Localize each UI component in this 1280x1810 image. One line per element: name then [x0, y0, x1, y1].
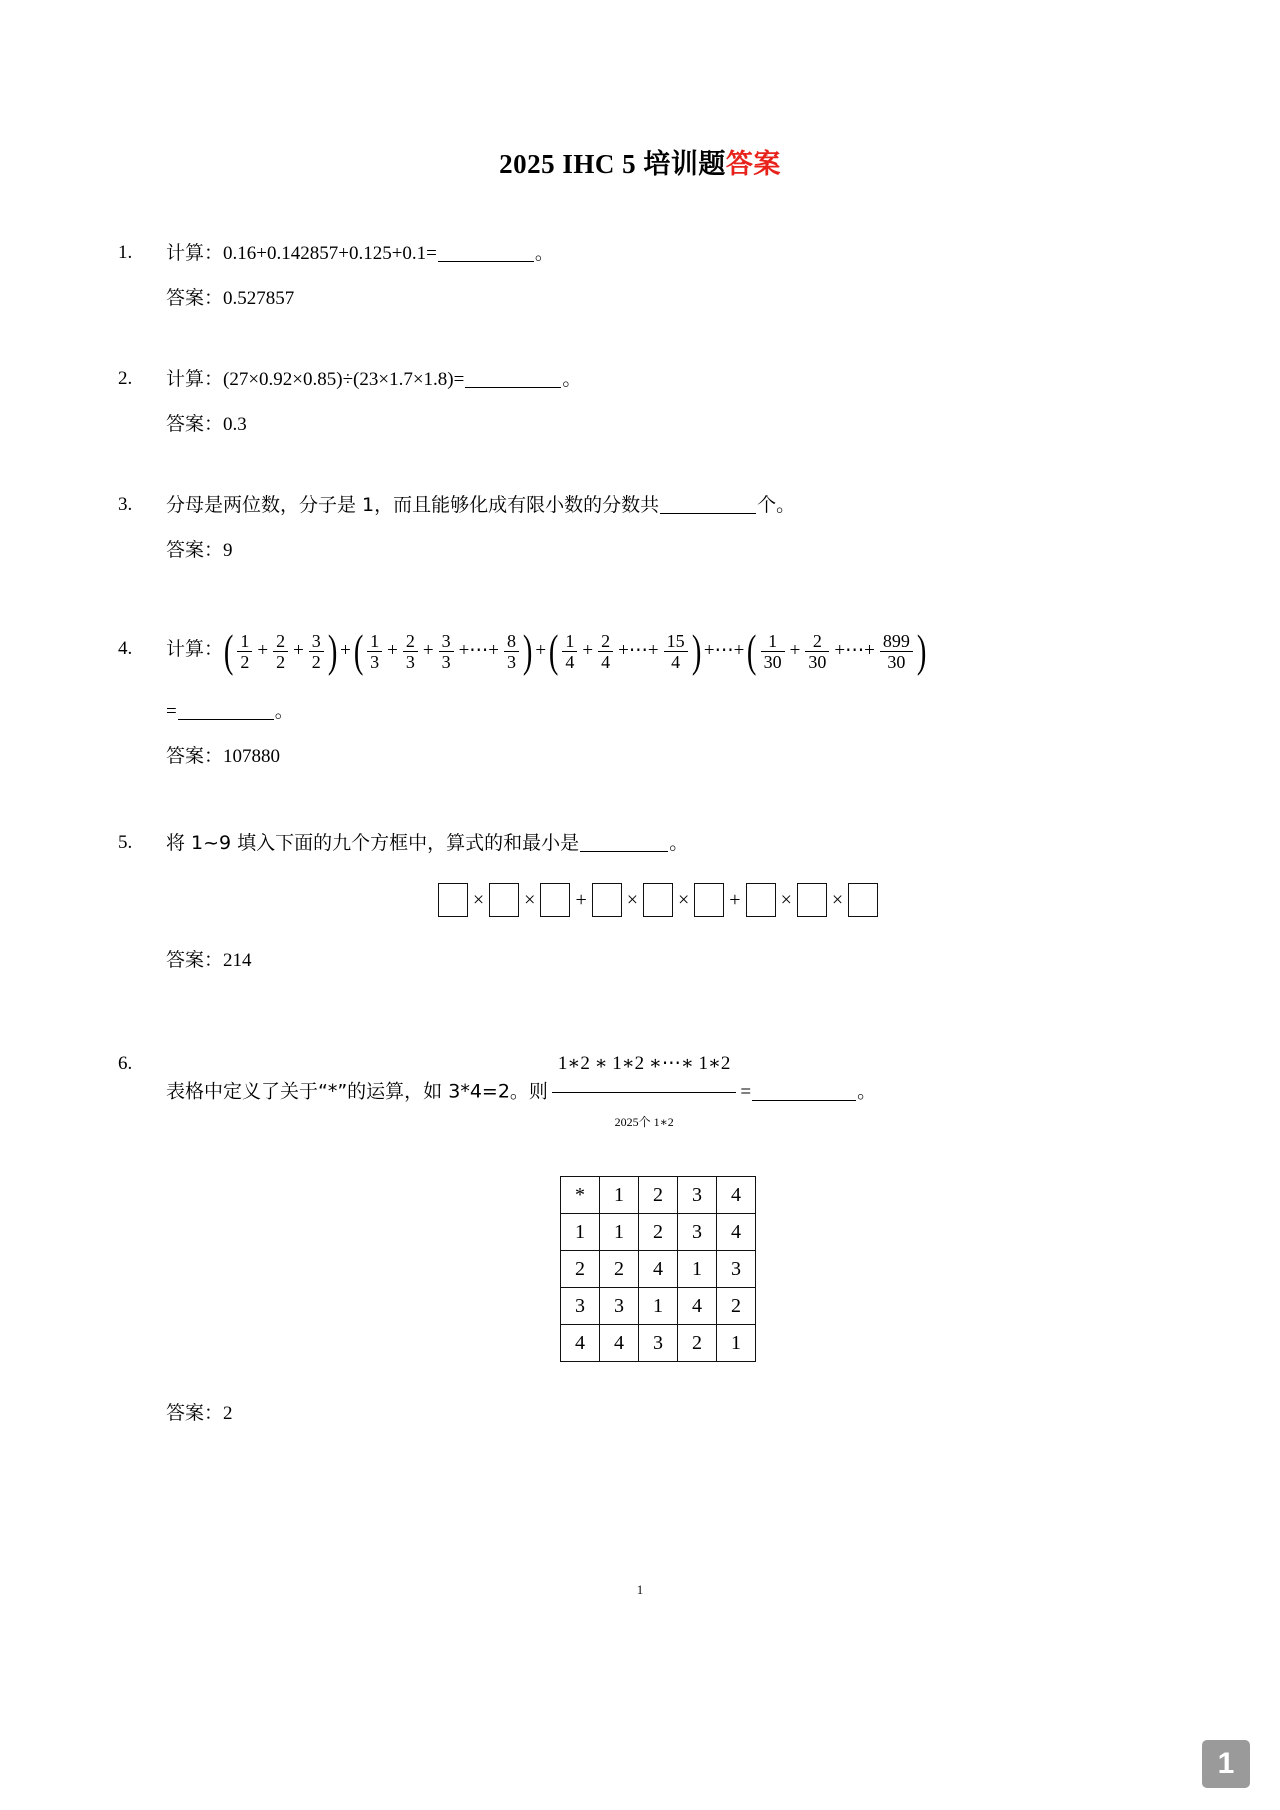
- fraction-group: [548, 616, 702, 687]
- equals-sign-4: =: [166, 701, 177, 723]
- fraction-numerator: 1: [240, 630, 250, 651]
- operation-table-wrapper: [166, 1176, 1150, 1362]
- problem-body-6: [166, 1038, 1150, 1431]
- digit-box[interactable]: [643, 883, 673, 917]
- fraction-group: [746, 616, 927, 687]
- table-header-cell: *: [561, 1177, 600, 1214]
- table-header-row: [561, 1177, 756, 1214]
- problem-body-3: [166, 488, 1150, 568]
- right-paren: ): [327, 625, 338, 677]
- digit-box[interactable]: [540, 883, 570, 917]
- plus-operator: +: [582, 640, 594, 662]
- problem-body-4: [166, 614, 1150, 774]
- fraction-numerator-6: 1∗2 ∗ 1∗2 ∗⋯∗ 1∗2: [552, 1038, 736, 1093]
- answer-value-6: 2: [223, 1403, 233, 1425]
- problem-item-5: [118, 826, 1150, 978]
- problem-answer-1: [166, 281, 1150, 316]
- problem-stem-text-5a: 将 1~9 填入下面的九个方框中，算式的和最小是: [166, 832, 580, 855]
- problem-number-2: 2.: [118, 368, 133, 390]
- digit-box[interactable]: [592, 883, 622, 917]
- fraction: [403, 631, 418, 672]
- times-operator: ×: [831, 889, 844, 912]
- group-operator: +⋯+: [703, 640, 745, 662]
- left-paren: (: [223, 625, 234, 677]
- table-cell: 2: [717, 1288, 756, 1325]
- problem-stem-6: [166, 1038, 1150, 1148]
- table-row: [561, 1325, 756, 1362]
- problem-item-1: [118, 236, 1150, 316]
- fraction-denominator: 3: [504, 651, 519, 672]
- problem-stem-text-3b: 个。: [757, 494, 796, 517]
- fraction-numerator: 2: [276, 630, 286, 651]
- answer-label-4: 答案：: [166, 745, 224, 768]
- problem-body-2: [166, 362, 1150, 442]
- fraction-numerator: 1: [370, 630, 380, 651]
- fraction: [309, 631, 324, 672]
- plus-operator: +: [387, 640, 398, 662]
- table-row: [561, 1251, 756, 1288]
- digit-box[interactable]: [694, 883, 724, 917]
- digit-box[interactable]: [746, 883, 776, 917]
- answer-label-5: 答案：: [166, 949, 224, 972]
- answer-blank-4: [178, 719, 274, 720]
- problem-answer-3: [166, 533, 1150, 568]
- page-title-main: 2025 IHC 5 培训题: [499, 149, 726, 179]
- plus-operator: +: [293, 640, 304, 662]
- table-cell: 2: [561, 1251, 600, 1288]
- fraction-numerator: 2: [812, 630, 822, 651]
- problem-stem-2: [166, 362, 1150, 397]
- fraction: [439, 631, 454, 672]
- table-header-cell: 3: [678, 1177, 717, 1214]
- fraction-denominator: 4: [562, 651, 577, 672]
- fraction-denominator: 30: [805, 651, 829, 672]
- answer-value-2: 0.3: [223, 414, 247, 436]
- answer-label-2: 答案：: [166, 413, 224, 436]
- group-operator: +: [535, 640, 547, 662]
- table-cell: 1: [600, 1214, 639, 1251]
- fraction-denominator: 2: [237, 651, 252, 672]
- fraction: [237, 631, 252, 672]
- plus-operator: +⋯+: [834, 640, 875, 662]
- problem-expression-2: (27×0.92×0.85)÷(23×1.7×1.8)=: [223, 369, 465, 391]
- answer-blank-6: [752, 1100, 856, 1101]
- table-cell: 3: [678, 1214, 717, 1251]
- table-cell: 3: [561, 1288, 600, 1325]
- period-1: 。: [534, 242, 554, 265]
- fraction-denominator-6: 2025个 1∗2: [614, 1115, 674, 1130]
- fraction-numerator: 899: [882, 630, 910, 651]
- problem-body-5: [166, 826, 1150, 978]
- table-cell: 2: [678, 1325, 717, 1362]
- left-paren: (: [747, 625, 757, 677]
- equals-sign-6: =: [740, 1081, 752, 1103]
- table-row: [561, 1214, 756, 1251]
- table-cell: 4: [639, 1251, 678, 1288]
- plus-operator: +: [729, 889, 741, 912]
- left-paren: (: [548, 625, 559, 677]
- group-operator: +: [340, 640, 351, 662]
- answer-label-3: 答案：: [166, 539, 224, 562]
- problem-answer-4: [166, 739, 1150, 774]
- table-cell: 4: [717, 1214, 756, 1251]
- answer-blank-3: [660, 513, 756, 514]
- times-operator: ×: [780, 889, 792, 912]
- fraction-denominator: 2: [273, 651, 288, 672]
- answer-value-3: 9: [223, 540, 233, 562]
- plus-operator: +⋯+: [618, 640, 659, 662]
- answer-label-1: 答案：: [166, 287, 224, 310]
- problem-answer-6: [166, 1396, 1150, 1431]
- answer-blank-5: [580, 851, 668, 852]
- fraction-group: [223, 616, 338, 687]
- fraction: [598, 631, 613, 672]
- period-2: 。: [562, 368, 582, 391]
- fill-in-box-expression: [166, 883, 1150, 917]
- plus-operator: +: [257, 640, 269, 662]
- fraction-denominator: 3: [403, 651, 418, 672]
- table-cell: 3: [600, 1288, 639, 1325]
- table-cell: 3: [717, 1251, 756, 1288]
- table-cell: 4: [600, 1325, 639, 1362]
- fraction: [880, 631, 913, 672]
- answer-blank-1: [438, 261, 534, 262]
- times-operator: ×: [524, 889, 536, 912]
- plus-operator: +: [575, 889, 587, 912]
- times-operator: ×: [678, 889, 690, 912]
- left-paren: (: [353, 625, 364, 677]
- plus-operator: +⋯+: [458, 640, 500, 662]
- fraction-denominator: 30: [761, 651, 785, 672]
- fraction-group: [353, 616, 534, 687]
- page-title: [0, 0, 1280, 180]
- problem-stem-5: [166, 826, 1150, 861]
- plus-operator: +: [789, 640, 801, 662]
- problem-stem-text-6a: 表格中定义了关于“*”的运算，如 3*4=2。则: [166, 1080, 548, 1103]
- fraction-denominator: 3: [367, 651, 382, 672]
- problem-item-3: [118, 488, 1150, 568]
- fraction-denominator: 4: [598, 651, 613, 672]
- fraction-denominator: 3: [439, 651, 454, 672]
- problem-number-6: 6.: [118, 1053, 133, 1075]
- fraction-numerator: 1: [768, 630, 778, 651]
- times-operator: ×: [626, 889, 638, 912]
- answer-value-5: 214: [223, 950, 252, 972]
- problem-answer-2: [166, 407, 1150, 442]
- fraction-numerator: 2: [405, 630, 415, 651]
- fraction-numerator: 2: [601, 630, 611, 651]
- digit-box[interactable]: [489, 883, 519, 917]
- right-paren: ): [522, 625, 533, 677]
- fraction-numerator: 15: [666, 630, 685, 651]
- fraction: [562, 631, 577, 672]
- problem-list: [0, 180, 1280, 1431]
- digit-box[interactable]: [438, 883, 468, 917]
- compute-label-1: 计算：: [166, 242, 224, 265]
- fraction-numerator: 3: [311, 630, 321, 651]
- problem-stem-1: [166, 236, 1150, 271]
- problem-expression-1: 0.16+0.142857+0.125+0.1=: [223, 243, 437, 265]
- problem-body-1: [166, 236, 1150, 316]
- compute-label-2: 计算：: [166, 368, 224, 391]
- table-cell: 4: [561, 1325, 600, 1362]
- times-operator: ×: [472, 889, 485, 912]
- table-cell: 2: [639, 1214, 678, 1251]
- fraction-denominator: 2: [309, 651, 324, 672]
- table-header-cell: 2: [639, 1177, 678, 1214]
- answer-blank-2: [465, 387, 561, 388]
- problem-stem-text-5b: 。: [669, 832, 689, 855]
- digit-box[interactable]: [848, 883, 878, 917]
- problem-number-4: 4.: [118, 638, 133, 660]
- table-cell: 3: [639, 1325, 678, 1362]
- period-4: 。: [274, 700, 294, 723]
- problem-number-5: 5.: [118, 832, 133, 854]
- fraction: [761, 631, 785, 672]
- page-title-highlight: 答案: [725, 149, 781, 179]
- problem-stem-4: [166, 614, 1150, 686]
- table-cell: 1: [561, 1214, 600, 1251]
- plus-operator: +: [422, 640, 434, 662]
- compute-label-4: 计算：: [166, 638, 224, 661]
- fraction-numerator: 8: [507, 630, 517, 651]
- problem-item-4: [118, 614, 1150, 774]
- answer-label-6: 答案：: [166, 1402, 224, 1425]
- page-number: 1: [636, 1582, 644, 1597]
- table-cell: 2: [600, 1251, 639, 1288]
- right-paren: ): [691, 625, 701, 677]
- table-header-cell: 1: [600, 1177, 639, 1214]
- table-cell: 1: [678, 1251, 717, 1288]
- problem-stem-4-cont: [166, 694, 1150, 729]
- problem-stem-text-6b: 。: [857, 1080, 877, 1103]
- answer-value-1: 0.527857: [223, 288, 295, 310]
- fraction: [367, 631, 382, 672]
- fraction: [504, 631, 519, 672]
- page-badge: 1: [1202, 1740, 1250, 1788]
- table-header-cell: 4: [717, 1177, 756, 1214]
- problem-item-6: [118, 1038, 1150, 1431]
- fraction-denominator: 30: [880, 651, 913, 672]
- problem-number-1: 1.: [118, 242, 133, 264]
- fraction: [664, 631, 688, 672]
- problem-expression-4: [223, 625, 927, 677]
- fraction-numerator: 3: [441, 630, 451, 651]
- operation-table: [560, 1176, 756, 1362]
- problem-stem-text-3a: 分母是两位数，分子是 1，而且能够化成有限小数的分数共: [166, 494, 660, 517]
- table-cell: 1: [639, 1288, 678, 1325]
- fraction: [805, 631, 829, 672]
- fraction: [273, 631, 288, 672]
- right-paren: ): [916, 625, 927, 677]
- table-cell: 1: [717, 1325, 756, 1362]
- digit-box[interactable]: [797, 883, 827, 917]
- table-cell: 4: [678, 1288, 717, 1325]
- fraction-numerator: 1: [565, 630, 575, 651]
- problem-stem-3: [166, 488, 1150, 523]
- fraction-denominator: 4: [664, 651, 688, 672]
- answer-value-4: 107880: [223, 746, 281, 768]
- repeated-operation-fraction: [552, 1038, 736, 1148]
- table-row: [561, 1288, 756, 1325]
- problem-number-3: 3.: [118, 494, 133, 516]
- problem-item-2: [118, 362, 1150, 442]
- problem-answer-5: [166, 943, 1150, 978]
